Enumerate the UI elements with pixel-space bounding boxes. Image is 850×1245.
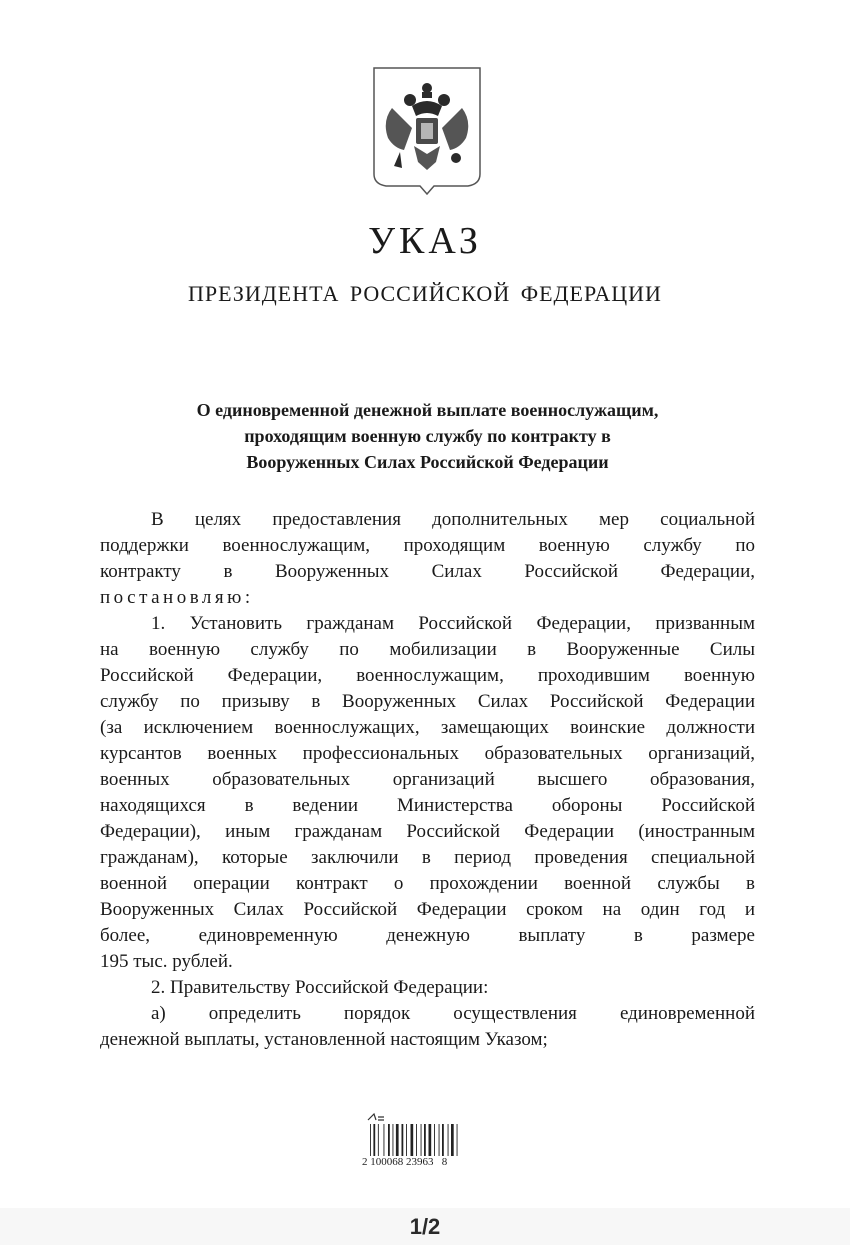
barcode-bar <box>388 1124 390 1156</box>
barcode-bar <box>421 1124 422 1156</box>
body-line: военных образовательных организаций высшего образования, <box>100 769 755 790</box>
body-line: Вооруженных Силах Российской Федерации сроком на один год и <box>100 899 755 920</box>
barcode-digits: 2 100068 23963 8 <box>362 1156 448 1168</box>
barcode-bar <box>457 1124 458 1156</box>
barcode-bar <box>442 1124 444 1156</box>
body-line: 195 тыс. рублей. <box>100 951 233 972</box>
body-line: гражданам), которые заключили в период проведения специальной <box>100 847 755 868</box>
body-line: поддержки военнослужащим, проходящим военную службу по <box>100 535 755 556</box>
body-line: на военную службу по мобилизации в Вооруженные Силы <box>100 639 755 660</box>
barcode-bar <box>393 1124 394 1156</box>
body-line: 2. Правительству Российской Федерации: <box>151 977 489 998</box>
decree-body <box>100 507 755 1053</box>
body-line: военной операции контракт о прохождении военной службы в <box>100 873 755 894</box>
document-title: УКАЗ <box>368 220 482 262</box>
heading-line: проходящим военную службу по контракту в <box>244 426 611 446</box>
body-line: 1. Установить гражданам Российской Федерации, призванным <box>151 613 755 634</box>
barcode-bar <box>406 1124 407 1156</box>
barcode-bar <box>396 1124 399 1156</box>
barcode-bar <box>448 1124 449 1156</box>
body-line: В целях предоставления дополнительных мер социальной <box>151 509 755 530</box>
body-line: денежной выплаты, установленной настоящим Указом; <box>100 1029 548 1050</box>
barcode-bar <box>416 1124 417 1156</box>
body-line: а) определить порядок осуществления единовременной <box>151 1003 755 1024</box>
body-line: (за исключением военнослужащих, замещающих воинские должности <box>100 717 755 738</box>
body-line: постановляю: <box>100 587 254 608</box>
body-line: Федерации), иным гражданам Российской Федерации (иностранным <box>100 821 755 842</box>
document-subtitle: ПРЕЗИДЕНТА РОССИЙСКОЙ ФЕДЕРАЦИИ <box>188 281 662 306</box>
body-line: более, единовременную денежную выплату в размере <box>100 925 755 946</box>
barcode-bar <box>434 1124 435 1156</box>
heading-line: О единовременной денежной выплате военнослужащим, <box>196 400 659 420</box>
coat-of-arms-icon <box>372 66 482 196</box>
barcode-bar <box>378 1124 379 1156</box>
body-line: контракту в Вооруженных Силах Российской Федерации, <box>100 561 755 582</box>
barcode-bar <box>451 1124 454 1156</box>
barcode-bar <box>439 1124 440 1156</box>
body-line: находящихся в ведении Министерства обороны Российской <box>100 795 755 816</box>
barcode-bar <box>370 1124 371 1156</box>
decree-heading <box>100 397 755 475</box>
body-line: Российской Федерации, военнослужащим, проходившим военную <box>100 665 755 686</box>
barcode-bar <box>424 1124 426 1156</box>
page-indicator: 1/2 <box>409 1214 441 1239</box>
body-line: курсантов военных профессиональных образовательных организаций, <box>100 743 755 764</box>
viewer-footer <box>0 1208 850 1245</box>
barcode-bar <box>373 1124 375 1156</box>
barcode-bar <box>384 1124 385 1156</box>
barcode-bar <box>411 1124 414 1156</box>
barcode-bar <box>429 1124 432 1156</box>
body-line: службу по призыву в Вооруженных Силах Российской Федерации <box>100 691 755 712</box>
heading-line: Вооруженных Силах Российской Федерации <box>246 452 609 472</box>
barcode-bar <box>402 1124 404 1156</box>
